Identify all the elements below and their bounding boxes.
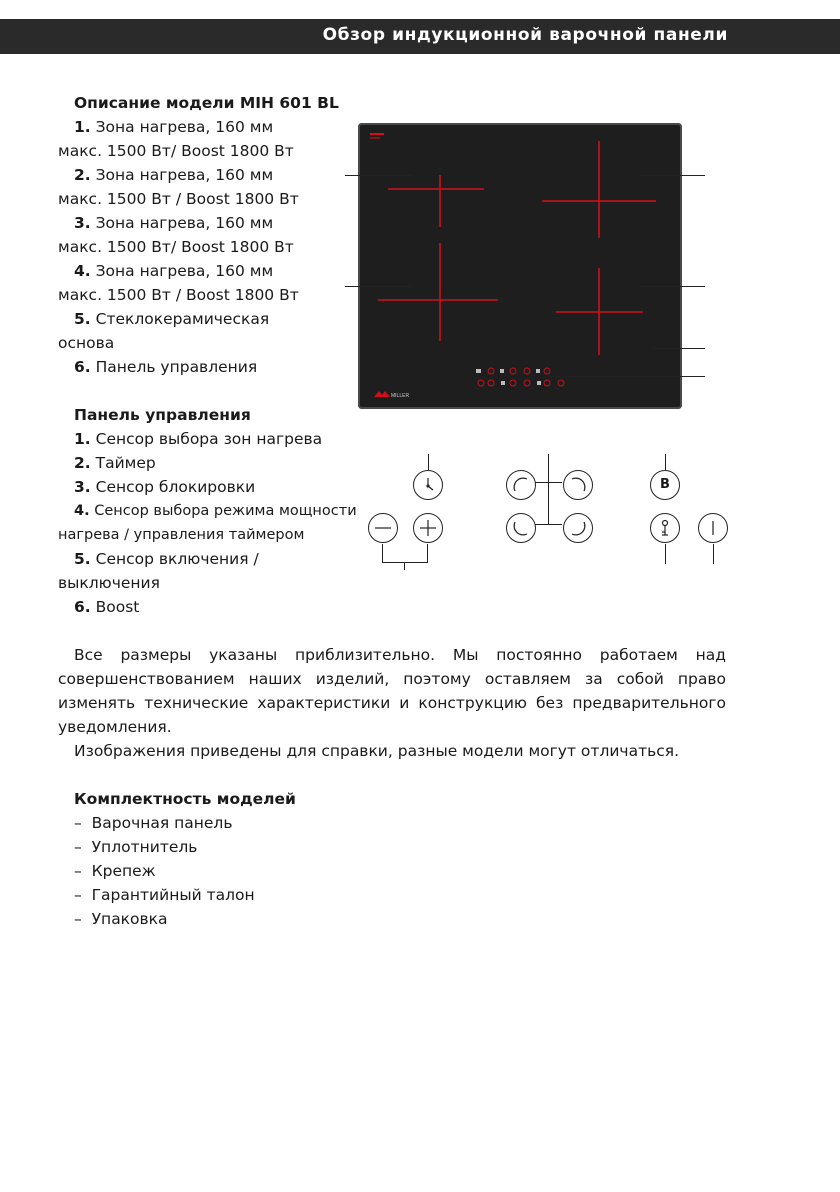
description-item-1: 1. Зона нагрева, 160 мм: [74, 118, 274, 136]
leader-line: [713, 544, 714, 564]
leader-line: [653, 348, 705, 349]
leader-line: [428, 454, 429, 470]
boost-sensor: B: [650, 470, 680, 500]
brand-logo: [374, 391, 409, 399]
leader-line: [550, 376, 705, 377]
heating-zones: [358, 123, 682, 409]
leader-line: [665, 454, 666, 470]
control-item-3: 3. Сенсор блокировки: [74, 478, 256, 496]
leader-line: [548, 454, 549, 524]
kit-item: – Уплотнитель: [74, 838, 198, 856]
corner-label: [370, 133, 384, 139]
lock-sensor: [650, 513, 680, 543]
control-item-5-detail: выключения: [58, 574, 160, 592]
kit-item: – Варочная панель: [74, 814, 233, 832]
leader-line: [427, 544, 428, 562]
zone-select-sensor-2: [563, 470, 593, 500]
kit-heading: Комплектность моделей: [74, 790, 296, 808]
description-item-1-detail: макс. 1500 Вт/ Boost 1800 Вт: [58, 142, 294, 160]
zone-select-sensor-1: [506, 470, 536, 500]
control-item-4: 4. Сенсор выбора режима мощности: [74, 503, 357, 519]
zone-select-sensor-4: [563, 513, 593, 543]
control-panel-heading: Панель управления: [74, 406, 251, 424]
svg-text:MILLER: MILLER: [391, 393, 410, 399]
control-item-2: 2. Таймер: [74, 454, 156, 472]
control-item-1: 1. Сенсор выбора зон нагрева: [74, 430, 323, 448]
control-item-6: 6. Boost: [74, 598, 140, 616]
description-item-5-detail: основа: [58, 334, 115, 352]
minus-sensor: [368, 513, 398, 543]
leader-line: [382, 562, 428, 563]
notice-paragraph-2: Изображения приведены для справки, разные модели могут отличаться.: [74, 742, 680, 760]
leader-line: [404, 562, 405, 570]
control-strip-digits: [476, 369, 541, 385]
leader-line: [638, 286, 705, 287]
power-sensor: [698, 513, 728, 543]
control-strip: [478, 368, 564, 386]
description-item-5: 5. Стеклокерамическая: [74, 310, 270, 328]
zone-select-sensor-3: [506, 513, 536, 543]
description-item-6: 6. Панель управления: [74, 358, 258, 376]
description-item-2-detail: макс. 1500 Вт / Boost 1800 Вт: [58, 190, 299, 208]
plus-sensor: [413, 513, 443, 543]
timer-sensor: [413, 470, 443, 500]
hob-diagram: [358, 123, 682, 409]
leader-line: [665, 544, 666, 564]
kit-item: – Крепеж: [74, 862, 156, 880]
control-item-5: 5. Сенсор включения /: [74, 550, 259, 568]
description-item-4: 4. Зона нагрева, 160 мм: [74, 262, 274, 280]
description-item-3-detail: макс. 1500 Вт/ Boost 1800 Вт: [58, 238, 294, 256]
leader-line: [535, 524, 562, 525]
leader-line: [638, 175, 705, 176]
leader-line: [345, 286, 412, 287]
leader-line: [382, 544, 383, 562]
description-item-4-detail: макс. 1500 Вт / Boost 1800 Вт: [58, 286, 299, 304]
page-title: Обзор индукционной варочной панели: [322, 25, 728, 45]
leader-line: [535, 482, 562, 483]
header-bar: [0, 19, 840, 54]
description-item-3: 3. Зона нагрева, 160 мм: [74, 214, 274, 232]
notice-paragraph: Все размеры указаны приблизительно. Мы постоянно работаем над совершенствованием наших изделий, поэтому оставляем за собой право изменять технические характеристики и конструкцию без предварительного уведомления.: [58, 646, 726, 736]
description-heading: Описание модели MIH 601 BL: [74, 94, 339, 112]
kit-item: – Гарантийный талон: [74, 886, 255, 904]
description-item-2: 2. Зона нагрева, 160 мм: [74, 166, 274, 184]
leader-line: [345, 175, 412, 176]
control-item-4-detail: нагрева / управления таймером: [58, 527, 305, 543]
kit-item: – Упаковка: [74, 910, 168, 928]
